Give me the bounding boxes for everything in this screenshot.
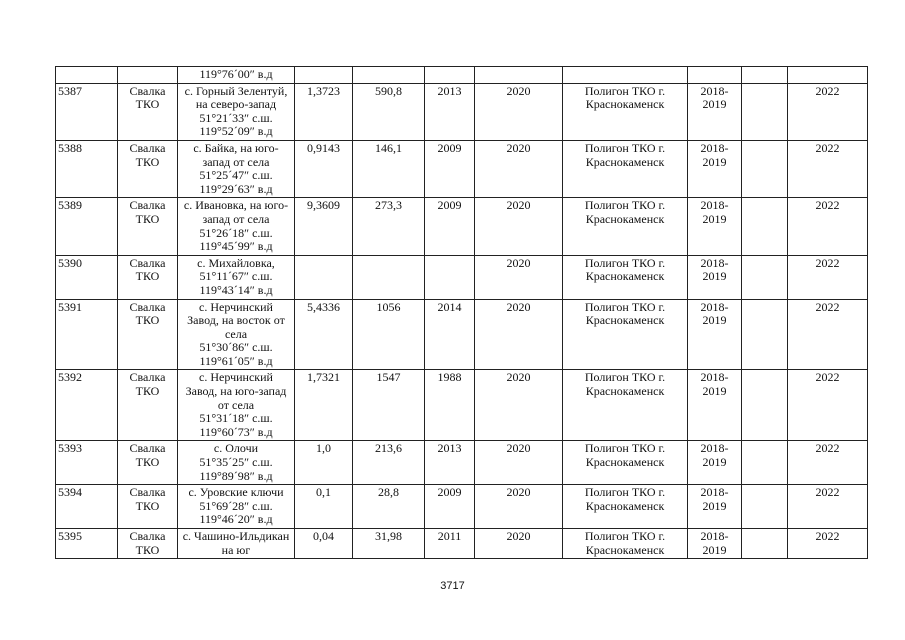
period-value: 2018-2019: [700, 83, 729, 112]
area-value: 5,4336: [307, 299, 340, 314]
start-year-value: 2009: [437, 198, 462, 213]
destination-line: Полигон ТКО г.: [584, 140, 666, 155]
cell-blank: [742, 140, 788, 197]
document-page: [55, 66, 867, 559]
end-year-value: 2022: [815, 83, 840, 98]
location-line: 51°35´25″ с.ш.: [199, 455, 273, 470]
location-line: 51°26´18″ с.ш.: [199, 225, 273, 240]
end-year-value: 2022: [815, 299, 840, 314]
period-value: 2018-2019: [700, 198, 729, 226]
period-value: 2018-2019: [700, 441, 729, 470]
end-year-value: 2022: [815, 529, 840, 543]
cell-area: [295, 529, 353, 559]
cell-volume: [353, 529, 425, 559]
cell-close-year: [475, 370, 563, 441]
site-id: 5387: [58, 83, 82, 98]
location-line: 119°43´14″ в.д: [199, 282, 273, 297]
cell-type: [118, 485, 178, 529]
destination-line: Краснокаменск: [585, 384, 665, 399]
start-year-value: 2009: [437, 140, 462, 155]
cell-id: [56, 485, 118, 529]
cell-destination: [563, 140, 688, 197]
location-line: запад от села: [202, 211, 270, 226]
cell-end-year: [788, 140, 868, 197]
area-value: 1,7321: [307, 370, 340, 385]
site-id: 5388: [58, 140, 82, 155]
period-value: 2018-2019: [700, 140, 729, 169]
destination-line: Краснокаменск: [585, 211, 665, 226]
site-type-line: ТКО: [135, 455, 160, 470]
location-line: 51°25´47″ с.ш.: [199, 168, 273, 183]
volume-value: 1056: [376, 299, 401, 314]
cell-period: [688, 370, 742, 441]
end-year-value: 2022: [815, 485, 840, 500]
cell-period: [688, 140, 742, 197]
cell-close-year: [475, 140, 563, 197]
cell-close-year: [475, 198, 563, 255]
location-line: с. Нерчинский: [199, 299, 273, 314]
cell-destination: [563, 83, 688, 140]
destination-line: Краснокаменск: [585, 269, 665, 284]
location-line: 51°11´67″ с.ш.: [199, 269, 273, 284]
cell-period: [688, 198, 742, 255]
start-year-value: 2013: [437, 83, 462, 98]
cell-area: [295, 485, 353, 529]
end-year-value: 2022: [815, 370, 840, 385]
cell-blank: [742, 441, 788, 485]
table-row: [56, 370, 868, 441]
cell-location: [178, 441, 295, 485]
site-type-line: ТКО: [135, 384, 160, 399]
cell-area: [295, 67, 353, 84]
destination-line: Краснокаменск: [585, 542, 665, 557]
site-id: 5390: [58, 255, 82, 270]
cell-area: [295, 255, 353, 299]
site-type-line: ТКО: [135, 498, 160, 513]
area-value: 1,3723: [307, 83, 340, 98]
cell-destination: [563, 198, 688, 255]
location-line: с. Горный Зелентуй,: [184, 83, 288, 98]
cell-id: [56, 299, 118, 370]
period-value: 2018-2019: [700, 255, 729, 284]
close-year-value: 2020: [506, 370, 531, 385]
cell-blank: [742, 255, 788, 299]
cell-end-year: [788, 83, 868, 140]
location-line: Завод, на юго-запад: [185, 384, 287, 399]
site-type-line: Свалка: [129, 441, 166, 456]
site-id: 5393: [58, 441, 82, 456]
location-line: на юг: [221, 542, 251, 557]
area-value: 0,9143: [307, 140, 340, 155]
site-type-line: Свалка: [129, 370, 166, 385]
site-id: 5389: [58, 198, 82, 213]
cell-end-year: [788, 441, 868, 485]
site-type-line: Свалка: [129, 299, 166, 314]
cell-year: [425, 441, 475, 485]
location-line: 119°29´63″ в.д: [199, 181, 273, 196]
location-line: 51°31´18″ с.ш.: [199, 411, 273, 426]
start-year-value: 2013: [437, 441, 462, 456]
cell-close-year: [475, 255, 563, 299]
cell-location: [178, 140, 295, 197]
cell-id: [56, 140, 118, 197]
volume-value: 590,8: [375, 83, 402, 98]
location-line: 119°46´20″ в.д: [199, 512, 273, 527]
cell-area: [295, 83, 353, 140]
start-year-value: 2009: [437, 485, 462, 500]
cell-type: [118, 299, 178, 370]
location-line: запад от села: [202, 154, 270, 169]
site-type-line: Свалка: [129, 485, 166, 500]
volume-value: 273,3: [375, 198, 402, 213]
cell-location: [178, 255, 295, 299]
site-type-line: Свалка: [129, 198, 166, 213]
cell-period: [688, 255, 742, 299]
start-year-value: 1988: [437, 370, 462, 385]
cell-area: [295, 441, 353, 485]
destination-line: Полигон ТКО г.: [584, 198, 666, 213]
cell-location: [178, 529, 295, 559]
site-type-line: ТКО: [135, 154, 160, 169]
cell-area: [295, 299, 353, 370]
volume-value: 1547: [376, 370, 401, 385]
site-type-line: ТКО: [135, 542, 160, 557]
close-year-value: 2020: [506, 198, 531, 213]
location-line: 119°89´98″ в.д: [199, 468, 273, 483]
cell-period: [688, 299, 742, 370]
destination-line: Полигон ТКО г.: [584, 83, 666, 98]
cell-close-year: [475, 83, 563, 140]
cell-blank: [742, 67, 788, 84]
cell-year: [425, 370, 475, 441]
site-type-line: Свалка: [129, 140, 166, 155]
table-row: [56, 529, 868, 559]
cell-year: [425, 299, 475, 370]
start-year-value: 2011: [437, 529, 462, 543]
close-year-value: 2020: [506, 255, 531, 270]
location-line: 119°76´00″ в.д: [199, 67, 273, 81]
destination-line: Полигон ТКО г.: [584, 255, 666, 270]
end-year-value: 2022: [815, 140, 840, 155]
cell-blank: [742, 485, 788, 529]
cell-period: [688, 441, 742, 485]
end-year-value: 2022: [815, 441, 840, 456]
cell-year: [425, 198, 475, 255]
site-type-line: ТКО: [135, 97, 160, 112]
cell-destination: [563, 299, 688, 370]
location-line: с. Нерчинский: [199, 370, 273, 385]
site-type-line: Свалка: [129, 255, 166, 270]
destination-line: Полигон ТКО г.: [584, 441, 666, 456]
cell-id: [56, 529, 118, 559]
location-line: 119°60´73″ в.д: [199, 424, 273, 439]
volume-value: 31,98: [375, 529, 402, 543]
cell-close-year: [475, 299, 563, 370]
table-body: [56, 67, 868, 559]
close-year-value: 2020: [506, 485, 531, 500]
cell-volume: [353, 255, 425, 299]
destination-line: Полигон ТКО г.: [584, 370, 666, 385]
site-id: 5395: [58, 529, 82, 543]
location-line: 51°69´28″ с.ш.: [199, 498, 273, 513]
site-id: 5391: [58, 299, 82, 314]
cell-location: [178, 198, 295, 255]
cell-volume: [353, 67, 425, 84]
location-line: с. Чашино-Ильдикан: [182, 529, 290, 543]
table-row: [56, 140, 868, 197]
cell-area: [295, 370, 353, 441]
cell-period: [688, 83, 742, 140]
cell-blank: [742, 83, 788, 140]
close-year-value: 2020: [506, 529, 531, 543]
location-line: с. Уровские ключи: [188, 485, 284, 500]
cell-destination: [563, 255, 688, 299]
cell-type: [118, 370, 178, 441]
cell-year: [425, 529, 475, 559]
cell-volume: [353, 485, 425, 529]
end-year-value: 2022: [815, 255, 840, 270]
end-year-value: 2022: [815, 198, 840, 213]
cell-destination: [563, 529, 688, 559]
cell-destination: [563, 67, 688, 84]
site-type-line: ТКО: [135, 269, 160, 284]
destination-line: Краснокаменск: [585, 154, 665, 169]
cell-volume: [353, 83, 425, 140]
cell-end-year: [788, 67, 868, 84]
table-row: [56, 255, 868, 299]
cell-volume: [353, 441, 425, 485]
destination-line: Краснокаменск: [585, 97, 665, 112]
cell-location: [178, 83, 295, 140]
cell-period: [688, 67, 742, 84]
location-line: с. Олочи: [213, 441, 259, 456]
cell-id: [56, 255, 118, 299]
cell-close-year: [475, 67, 563, 84]
table-row: [56, 441, 868, 485]
area-value: 1,0: [316, 441, 331, 456]
site-type-line: ТКО: [135, 313, 160, 328]
cell-blank: [742, 198, 788, 255]
cell-id: [56, 370, 118, 441]
cell-destination: [563, 485, 688, 529]
cell-type: [118, 529, 178, 559]
cell-year: [425, 485, 475, 529]
location-line: от села: [217, 397, 255, 412]
volume-value: 28,8: [378, 485, 399, 500]
cell-location: [178, 299, 295, 370]
table-row-fragment: [56, 67, 868, 84]
cell-id: [56, 67, 118, 84]
start-year-value: 2014: [437, 299, 462, 314]
area-value: 9,3609: [307, 198, 340, 213]
cell-year: [425, 140, 475, 197]
cell-year: [425, 67, 475, 84]
cell-blank: [742, 370, 788, 441]
cell-year: [425, 83, 475, 140]
destination-line: Полигон ТКО г.: [584, 485, 666, 500]
close-year-value: 2020: [506, 83, 531, 98]
volume-value: 146,1: [375, 140, 402, 155]
cell-volume: [353, 140, 425, 197]
location-line: 119°52´09″ в.д: [199, 124, 273, 139]
destination-line: Краснокаменск: [585, 455, 665, 470]
cell-end-year: [788, 370, 868, 441]
cell-volume: [353, 299, 425, 370]
table-row: [56, 299, 868, 370]
cell-end-year: [788, 198, 868, 255]
period-value: 2018-2019: [700, 299, 729, 328]
destination-line: Полигон ТКО г.: [584, 299, 666, 314]
cell-end-year: [788, 299, 868, 370]
destination-line: Полигон ТКО г.: [584, 529, 666, 543]
cell-type: [118, 441, 178, 485]
cell-end-year: [788, 255, 868, 299]
cell-area: [295, 140, 353, 197]
location-line: с. Байка, на юго-: [193, 140, 279, 155]
location-line: 119°45´99″ в.д: [199, 239, 273, 254]
cell-id: [56, 441, 118, 485]
waste-sites-table: [55, 66, 868, 559]
cell-location: [178, 67, 295, 84]
cell-type: [118, 255, 178, 299]
cell-period: [688, 485, 742, 529]
area-value: 0,04: [313, 529, 334, 543]
close-year-value: 2020: [506, 441, 531, 456]
cell-blank: [742, 299, 788, 370]
destination-line: Краснокаменск: [585, 313, 665, 328]
cell-year: [425, 255, 475, 299]
table-row: [56, 83, 868, 140]
cell-location: [178, 370, 295, 441]
cell-end-year: [788, 485, 868, 529]
period-value: 2018-2019: [700, 529, 729, 557]
cell-area: [295, 198, 353, 255]
close-year-value: 2020: [506, 140, 531, 155]
area-value: 0,1: [316, 485, 331, 500]
site-type-line: ТКО: [135, 211, 160, 226]
cell-type: [118, 198, 178, 255]
site-id: 5392: [58, 370, 82, 385]
cell-type: [118, 67, 178, 84]
table-row: [56, 198, 868, 255]
table-row: [56, 485, 868, 529]
location-line: 51°30´86″ с.ш.: [199, 340, 273, 355]
cell-close-year: [475, 441, 563, 485]
cell-id: [56, 198, 118, 255]
location-line: на северо-запад: [195, 97, 277, 112]
cell-destination: [563, 441, 688, 485]
location-line: 51°21´33″ с.ш.: [199, 110, 273, 125]
site-type-line: Свалка: [129, 529, 166, 543]
location-line: 119°61´05″ в.д: [199, 353, 273, 368]
period-value: 2018-2019: [700, 485, 729, 513]
location-line: с. Ивановка, на юго-: [183, 198, 289, 213]
cell-type: [118, 140, 178, 197]
cell-volume: [353, 198, 425, 255]
cell-volume: [353, 370, 425, 441]
period-value: 2018-2019: [700, 370, 729, 399]
volume-value: 213,6: [375, 441, 402, 456]
location-line: села: [224, 326, 248, 341]
cell-blank: [742, 529, 788, 559]
site-id: 5394: [58, 485, 82, 500]
cell-end-year: [788, 529, 868, 559]
cell-type: [118, 83, 178, 140]
page-number: 3717: [440, 580, 465, 592]
location-line: Завод, на восток от: [187, 313, 285, 328]
close-year-value: 2020: [506, 299, 531, 314]
location-line: с. Михайловка,: [197, 255, 275, 270]
cell-location: [178, 485, 295, 529]
cell-destination: [563, 370, 688, 441]
cell-period: [688, 529, 742, 559]
cell-close-year: [475, 529, 563, 559]
cell-close-year: [475, 485, 563, 529]
destination-line: Краснокаменск: [585, 498, 665, 513]
cell-id: [56, 83, 118, 140]
site-type-line: Свалка: [129, 83, 166, 98]
